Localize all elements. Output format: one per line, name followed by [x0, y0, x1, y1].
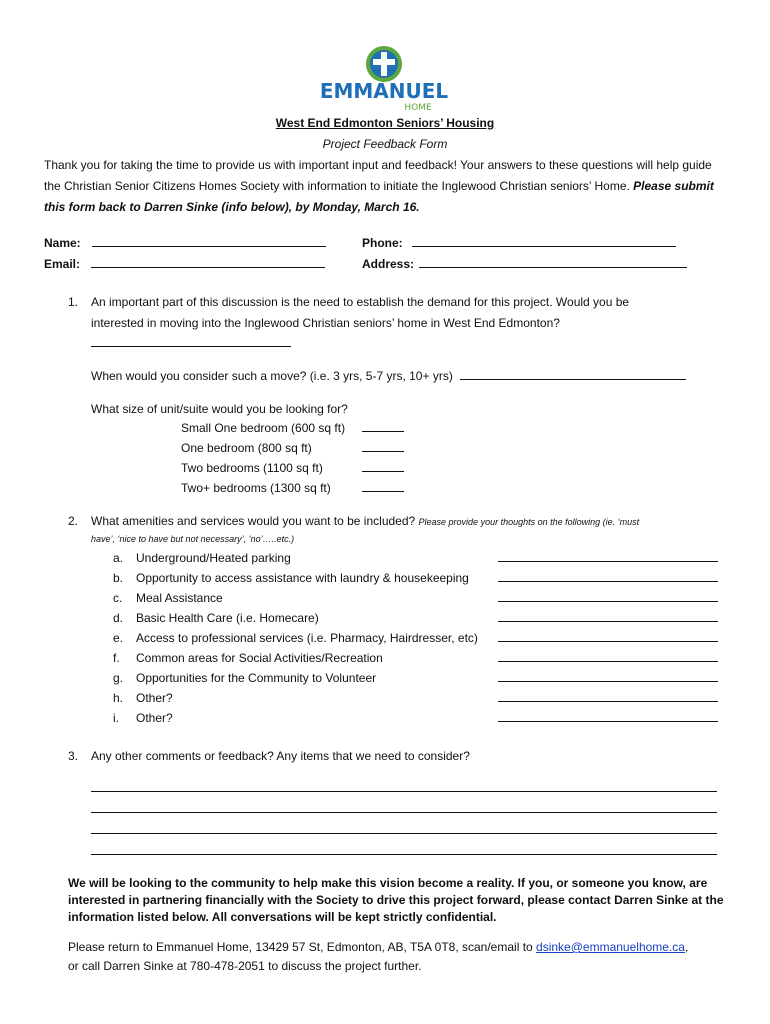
email-field[interactable] — [44, 257, 325, 271]
amenity-letter: g. — [113, 671, 124, 685]
email-link[interactable]: dsinke@emmanuelhome.ca — [536, 940, 685, 954]
q1-when-line[interactable] — [460, 379, 686, 380]
size-option-1: Small One bedroom (600 sq ft) — [181, 421, 346, 435]
amenity-answer-line[interactable] — [498, 591, 718, 605]
return-line2: or call Darren Sinke at 780-478-2051 to discuss the project further. — [68, 959, 422, 973]
q2-note-line1: Please provide your thoughts on the following (ie. ‘must — [418, 517, 640, 527]
q2-text: What amenities and services would you want to be included? — [91, 514, 416, 528]
amenity-answer-line[interactable] — [498, 551, 718, 565]
address-field[interactable] — [362, 257, 687, 271]
size-option-3-line[interactable] — [362, 461, 404, 475]
return-instructions — [68, 938, 738, 976]
amenity-letter: f. — [113, 651, 120, 665]
amenity-item-text: Meal Assistance — [136, 591, 223, 605]
amenity-letter: h. — [113, 691, 124, 705]
amenity-letter: a. — [113, 551, 124, 565]
size-option-2-line[interactable] — [362, 441, 404, 455]
q2-note-line2: have’, ‘nice to have but not necessary’, ‘no’…..etc.) — [91, 534, 295, 544]
size-option-2: One bedroom (800 sq ft) — [181, 441, 312, 455]
intro-paragraph — [44, 155, 724, 218]
name-field[interactable] — [44, 236, 326, 250]
emmanuel-home-logo — [319, 44, 449, 114]
name-label: Name: — [44, 236, 81, 250]
q1-text-line2: interested in moving into the Inglewood Christian seniors’ home in West End Edmonton? — [91, 316, 560, 330]
amenity-item-text: Other? — [136, 691, 173, 705]
intro-deadline: Please submit this form back to Darren Sinke (info below), by Monday, March 16. — [44, 179, 714, 214]
q1-when-row — [91, 369, 686, 383]
amenity-letter: i. — [113, 711, 119, 725]
amenity-item-text: Common areas for Social Activities/Recreation — [136, 651, 383, 665]
email-label: Email: — [44, 257, 81, 271]
q3-answer-line-3[interactable] — [91, 823, 717, 837]
q1-number: 1. — [68, 295, 79, 309]
size-option-3: Two bedrooms (1100 sq ft) — [181, 461, 323, 475]
amenity-item-text: Basic Health Care (i.e. Homecare) — [136, 611, 319, 625]
q3-answer-line-2[interactable] — [91, 802, 717, 816]
amenity-item-text: Underground/Heated parking — [136, 551, 291, 565]
amenity-item-text: Opportunity to access assistance with laundry & housekeeping — [136, 571, 469, 585]
closing-paragraph: We will be looking to the community to help make this vision become a reality. If you, or someone you know, are interested in partnering financially with the Society to drive this project forward, please contact Darren Sinke at the information listed below. All conversations will be kept strictly confidential. — [68, 876, 724, 924]
amenity-item-text: Opportunities for the Community to Volunteer — [136, 671, 377, 685]
intro-text: Thank you for taking the time to provide us with important input and feedback! Your answers to these questions will help guide the Christian Senior Citizens Homes Society with information to initiate the Inglewood Christian seniors’ Home. — [44, 158, 712, 193]
phone-line[interactable] — [412, 246, 676, 247]
q3-answer-line-1[interactable] — [91, 781, 717, 795]
q1-answer-line[interactable] — [91, 336, 291, 350]
amenity-item-text: Other? — [136, 711, 173, 725]
amenity-answer-line[interactable] — [498, 691, 718, 705]
logo-wordmark: EMMANUEL — [319, 79, 449, 103]
name-line[interactable] — [92, 246, 326, 247]
amenity-item-text: Access to professional services (i.e. Pharmacy, Hairdresser, etc) — [136, 631, 478, 645]
amenity-answer-line[interactable] — [498, 571, 718, 585]
email-line[interactable] — [91, 267, 325, 268]
address-label: Address: — [362, 257, 415, 271]
q1-size-question: What size of unit/suite would you be looking for? — [91, 402, 348, 416]
amenity-letter: c. — [113, 591, 123, 605]
q2-number: 2. — [68, 514, 79, 528]
return-text: Please return to Emmanuel Home, 13429 57 St, Edmonton, AB, T5A 0T8, scan/email to — [68, 940, 537, 954]
amenity-answer-line[interactable] — [498, 651, 718, 665]
amenity-letter: b. — [113, 571, 124, 585]
q3-answer-line-4[interactable] — [91, 844, 717, 858]
q1-text-line1: An important part of this discussion is the need to establish the demand for this project. Would you be — [91, 295, 630, 309]
amenity-answer-line[interactable] — [498, 631, 718, 645]
size-option-4-line[interactable] — [362, 481, 404, 495]
amenity-letter: d. — [113, 611, 124, 625]
page-title: West End Edmonton Seniors’ Housing — [275, 116, 495, 130]
q1-when-text: When would you consider such a move? (i.e. 3 yrs, 5-7 yrs, 10+ yrs) — [91, 369, 453, 383]
logo-subword: HOME — [404, 103, 432, 113]
return-suffix: , — [684, 940, 689, 954]
size-option-1-line[interactable] — [362, 421, 404, 435]
q3-text: Any other comments or feedback? Any items that we need to consider? — [91, 749, 470, 763]
q2-text-row — [91, 514, 639, 528]
amenity-answer-line[interactable] — [498, 671, 718, 685]
q3-number: 3. — [68, 749, 79, 763]
amenity-answer-line[interactable] — [498, 611, 718, 625]
amenity-answer-line[interactable] — [498, 711, 718, 725]
size-option-4: Two+ bedrooms (1300 sq ft) — [181, 481, 331, 495]
phone-label: Phone: — [362, 236, 403, 250]
amenity-letter: e. — [113, 631, 124, 645]
phone-field[interactable] — [362, 236, 676, 250]
address-line[interactable] — [419, 267, 687, 268]
page-subtitle: Project Feedback Form — [322, 137, 448, 151]
